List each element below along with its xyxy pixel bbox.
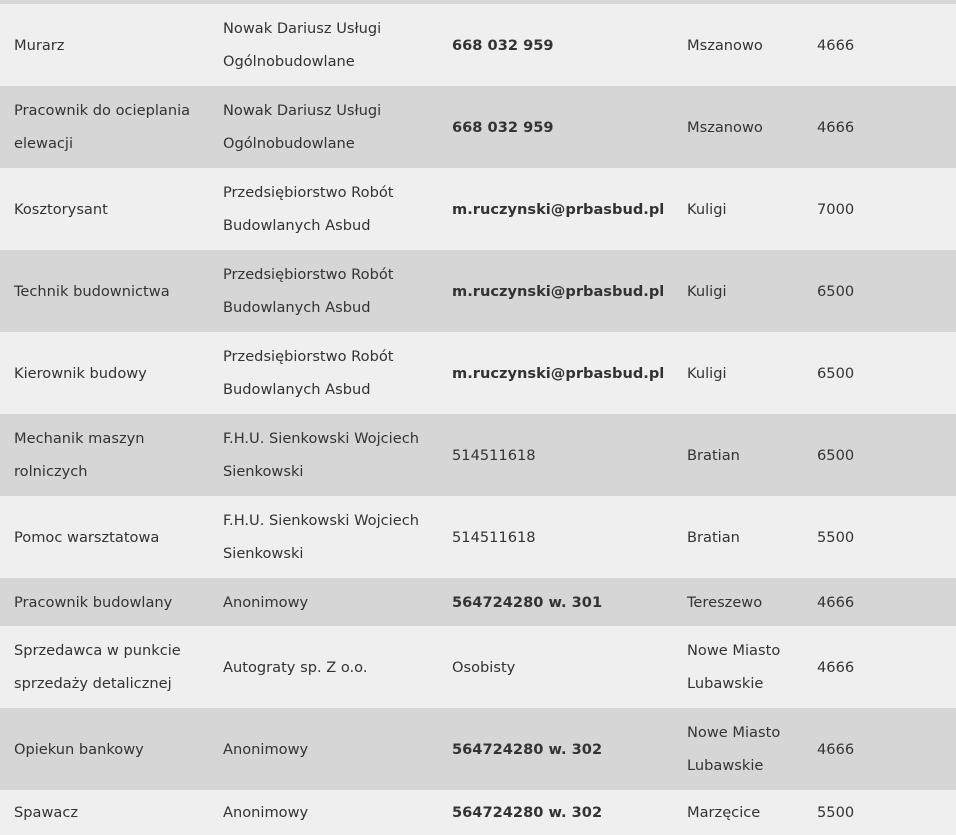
cell-salary: 6500 [817, 282, 855, 300]
cell-position: Pracownik do ocieplania elewacji [14, 102, 191, 152]
cell-location: Tereszewo [687, 593, 763, 611]
cell-contact: 514511618 [452, 446, 536, 464]
cell-location: Nowe Miasto Lubawskie [687, 642, 781, 692]
table-row [0, 414, 956, 496]
cell-contact[interactable]: 668 032 959 [452, 36, 554, 54]
cell-contact[interactable]: 564724280 w. 302 [452, 740, 603, 758]
cell-position: Opiekun bankowy [14, 740, 144, 758]
cell-employer: Przedsiębiorstwo Robót Budowlanych Asbud [223, 348, 394, 398]
table-row [0, 578, 956, 626]
cell-salary: 4666 [817, 593, 855, 611]
cell-position: Pracownik budowlany [14, 593, 173, 611]
table-row [0, 790, 956, 835]
cell-salary: 6500 [817, 364, 855, 382]
cell-employer: Anonimowy [223, 740, 309, 758]
cell-position: Mechanik maszyn rolniczych [14, 430, 145, 480]
table-row [0, 496, 956, 578]
cell-location: Mszanowo [687, 36, 763, 54]
cell-position: Pomoc warsztatowa [14, 528, 160, 546]
cell-position: Sprzedawca w punkcie sprzedaży detalicznej [14, 642, 181, 692]
cell-employer: Anonimowy [223, 593, 309, 611]
job-offers-table [0, 4, 956, 835]
cell-location: Kuligi [687, 282, 727, 300]
cell-location: Bratian [687, 528, 740, 546]
cell-salary: 5500 [817, 528, 855, 546]
cell-location: Kuligi [687, 200, 727, 218]
table-row [0, 250, 956, 332]
table-row [0, 708, 956, 790]
cell-position: Kierownik budowy [14, 364, 147, 382]
cell-salary: 5500 [817, 804, 855, 821]
table-row [0, 86, 956, 168]
cell-employer: Przedsiębiorstwo Robót Budowlanych Asbud [223, 266, 394, 316]
cell-location: Nowe Miasto Lubawskie [687, 724, 781, 774]
cell-employer: Nowak Dariusz Usługi Ogólnobudowlane [223, 102, 382, 152]
cell-salary: 4666 [817, 36, 855, 54]
cell-contact[interactable]: 564724280 w. 301 [452, 593, 603, 611]
cell-contact: Osobisty [452, 658, 516, 676]
cell-location: Marzęcice [687, 804, 761, 821]
cell-contact[interactable]: m.ruczynski@prbasbud.pl [452, 364, 665, 382]
cell-employer: Autograty sp. Z o.o. [223, 658, 368, 676]
table-row [0, 626, 956, 708]
cell-contact: 514511618 [452, 528, 536, 546]
cell-position: Kosztorysant [14, 200, 108, 218]
cell-position: Murarz [14, 36, 65, 54]
cell-position: Spawacz [14, 804, 79, 821]
cell-location: Kuligi [687, 364, 727, 382]
cell-contact[interactable]: m.ruczynski@prbasbud.pl [452, 282, 665, 300]
cell-employer: F.H.U. Sienkowski Wojciech Sienkowski [223, 512, 419, 562]
cell-salary: 4666 [817, 118, 855, 136]
cell-salary: 4666 [817, 658, 855, 676]
table-row [0, 168, 956, 250]
cell-position: Technik budownictwa [14, 282, 170, 300]
table-row [0, 332, 956, 414]
cell-employer: Przedsiębiorstwo Robót Budowlanych Asbud [223, 184, 394, 234]
cell-contact[interactable]: 668 032 959 [452, 118, 554, 136]
cell-employer: F.H.U. Sienkowski Wojciech Sienkowski [223, 430, 419, 480]
cell-salary: 6500 [817, 446, 855, 464]
cell-contact[interactable]: 564724280 w. 302 [452, 804, 603, 821]
cell-location: Bratian [687, 446, 740, 464]
cell-salary: 7000 [817, 200, 855, 218]
cell-employer: Anonimowy [223, 804, 309, 821]
table-row [0, 4, 956, 86]
cell-salary: 4666 [817, 740, 855, 758]
cell-contact[interactable]: m.ruczynski@prbasbud.pl [452, 200, 665, 218]
cell-employer: Nowak Dariusz Usługi Ogólnobudowlane [223, 20, 382, 70]
cell-location: Mszanowo [687, 118, 763, 136]
